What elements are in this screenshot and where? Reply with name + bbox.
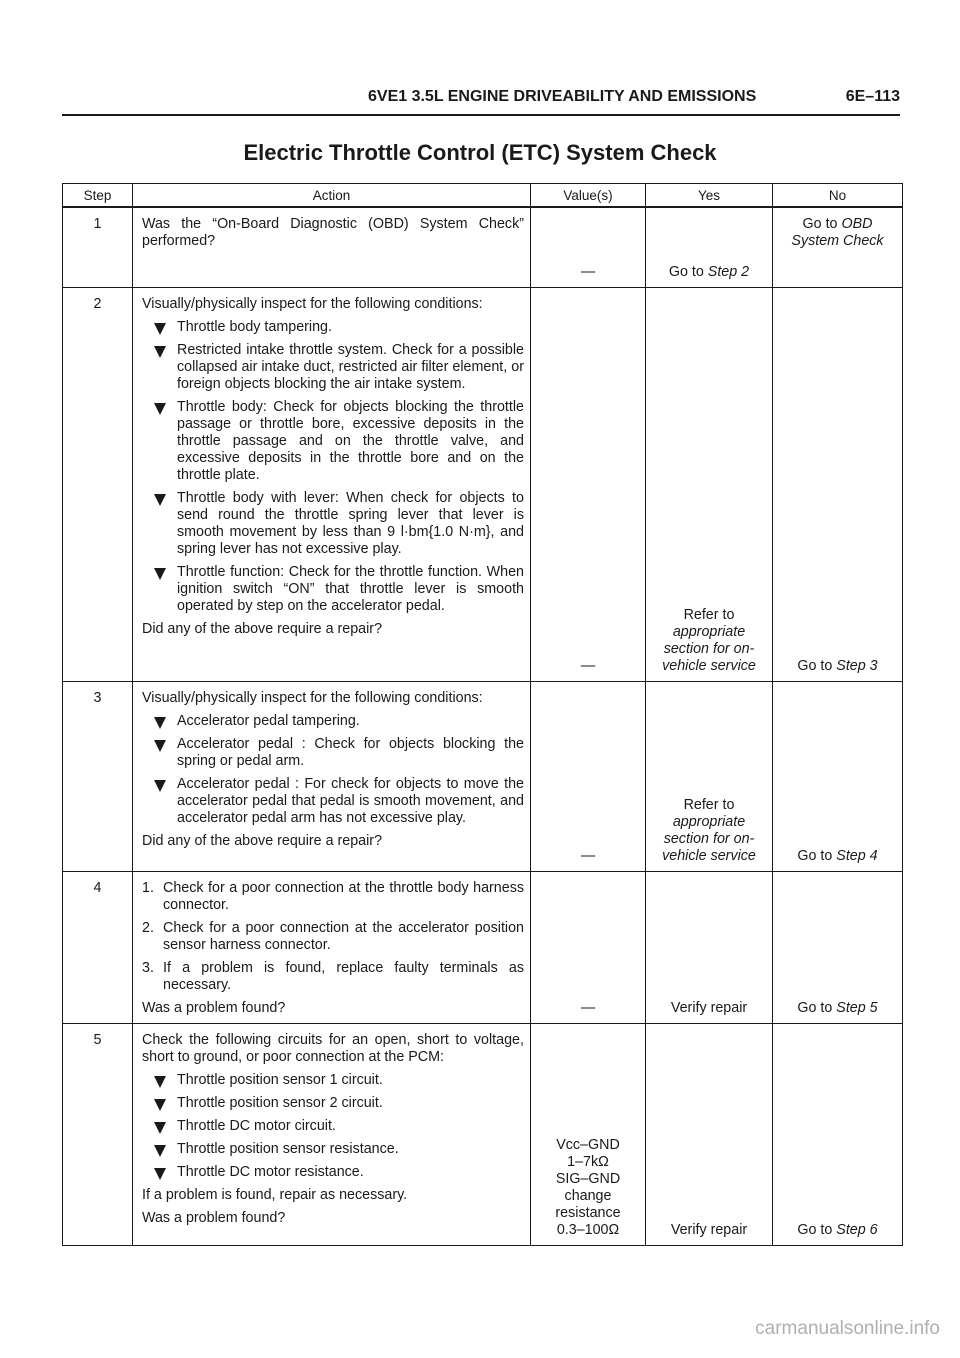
- value-cell: —: [531, 287, 646, 681]
- bullet-triangle-icon: [154, 717, 166, 729]
- bullet-triangle-icon: [154, 346, 166, 358]
- action-question: Was a problem found?: [142, 999, 286, 1016]
- list-item: Throttle DC motor circuit.: [142, 1118, 524, 1135]
- bullet-triangle-icon: [154, 1099, 166, 1111]
- action-text: Check the following circuits for an open, short to voltage, short to ground, or poor connection at the PCM:: [142, 1031, 524, 1065]
- page-header: [62, 88, 900, 112]
- value-cell: —: [531, 207, 646, 287]
- step-number: 1: [63, 207, 133, 287]
- bullet-triangle-icon: [154, 494, 166, 506]
- header-rule: [62, 114, 900, 116]
- bullet-triangle-icon: [154, 1076, 166, 1088]
- no-link[interactable]: Step 3: [836, 657, 878, 674]
- col-action-header: Action: [133, 184, 531, 208]
- bullet-triangle-icon: [154, 780, 166, 792]
- action-cell: [133, 681, 531, 871]
- action-text: Visually/physically inspect for the following conditions:: [142, 689, 483, 706]
- no-cell: [773, 1023, 903, 1245]
- step-number: 5: [63, 1023, 133, 1245]
- value-line: Vcc–GND: [556, 1136, 620, 1153]
- list-item: 2. Check for a poor connection at the accelerator position sensor harness connector.: [142, 919, 524, 953]
- value-cell: —: [531, 681, 646, 871]
- table-row: [63, 681, 903, 871]
- action-question: Did any of the above require a repair?: [142, 832, 383, 849]
- table-row: [63, 1023, 903, 1245]
- table-header-row: [63, 184, 903, 208]
- action-text: Was the “On-Board Diagnostic (OBD) System Check” performed?: [142, 216, 524, 249]
- col-no-header: No: [773, 184, 903, 208]
- document-title: Electric Throttle Control (ETC) System Check: [243, 140, 717, 165]
- action-note: If a problem is found, repair as necessary.: [142, 1186, 408, 1203]
- yes-text: Verify repair: [670, 1221, 748, 1238]
- col-yes-header: Yes: [646, 184, 773, 208]
- yes-link[interactable]: Step 2: [707, 263, 750, 280]
- yes-cell: [646, 1023, 773, 1245]
- action-cell: [133, 207, 531, 287]
- table-row: [63, 287, 903, 681]
- bullet-triangle-icon: [154, 568, 166, 580]
- action-text: Visually/physically inspect for the following conditions:: [142, 295, 483, 312]
- list-item: Throttle body tampering.: [142, 319, 524, 336]
- table-row: [63, 207, 903, 287]
- no-text: Go to: [797, 1221, 833, 1238]
- bullet-triangle-icon: [154, 740, 166, 752]
- yes-text: Refer to: [683, 796, 735, 813]
- list-item: Throttle DC motor resistance.: [142, 1164, 524, 1181]
- yes-text: Refer to: [683, 606, 735, 623]
- yes-text: Verify repair: [670, 999, 748, 1016]
- yes-cell: [646, 871, 773, 1023]
- no-cell: [773, 287, 903, 681]
- watermark: carmanualsonline.info: [755, 1318, 940, 1339]
- page-number: 6E–113: [845, 88, 900, 105]
- yes-link[interactable]: appropriate section for on-vehicle service: [662, 623, 756, 674]
- list-item: Throttle body with lever: When check for objects to send round the throttle spring lever that lever is smooth movement by less than 9 l·bm{1.0 N·m}, and spring lever has not excessive play.: [142, 490, 524, 558]
- no-link[interactable]: Step 6: [836, 1221, 878, 1238]
- col-values-header: Value(s): [531, 184, 646, 208]
- yes-cell: [646, 287, 773, 681]
- step-number: 3: [63, 681, 133, 871]
- bullet-triangle-icon: [154, 1122, 166, 1134]
- list-item: Throttle position sensor 1 circuit.: [142, 1072, 524, 1089]
- no-text: Go to: [797, 657, 833, 674]
- no-text: Go to: [802, 216, 838, 232]
- list-item: Restricted intake throttle system. Check for a possible collapsed air intake duct, restricted air filter element, or foreign objects blocking the air intake system.: [142, 342, 524, 393]
- list-item: Throttle position sensor resistance.: [142, 1141, 524, 1158]
- action-cell: [133, 871, 531, 1023]
- no-text: Go to: [797, 847, 833, 864]
- no-cell: [773, 207, 903, 287]
- action-cell: [133, 1023, 531, 1245]
- bullet-triangle-icon: [154, 323, 166, 335]
- bullet-triangle-icon: [154, 1145, 166, 1157]
- step-number: 2: [63, 287, 133, 681]
- value-line: 0.3–100Ω: [556, 1221, 620, 1238]
- list-item: 3. If a problem is found, replace faulty terminals as necessary.: [142, 959, 524, 993]
- section-title: 6VE1 3.5L ENGINE DRIVEABILITY AND EMISSIONS: [368, 88, 757, 105]
- list-item: Accelerator pedal : Check for objects blocking the spring or pedal arm.: [142, 736, 524, 770]
- action-question: Did any of the above require a repair?: [142, 620, 383, 637]
- list-item: Accelerator pedal : For check for objects to move the accelerator pedal that pedal is smooth movement, and accelerator pedal arm has not excessive play.: [142, 776, 524, 827]
- action-cell: [133, 287, 531, 681]
- no-cell: [773, 681, 903, 871]
- value-line: change: [564, 1187, 612, 1204]
- action-question: Was a problem found?: [142, 1209, 286, 1226]
- yes-link[interactable]: appropriate section for on-vehicle service: [662, 813, 756, 864]
- list-item: Throttle function: Check for the throttle function. When ignition switch “ON” that throttle lever is smooth operated by step on the accelerator pedal.: [142, 564, 524, 615]
- list-item: Throttle body: Check for objects blocking the throttle passage or throttle bore, excessive deposits in the throttle passage and on the throttle valve, and excessive deposits in the throttle bore and on the throttle plate.: [142, 399, 524, 484]
- no-link[interactable]: Step 5: [836, 999, 878, 1016]
- list-item: Accelerator pedal tampering.: [142, 713, 524, 730]
- no-link[interactable]: Step 4: [836, 847, 878, 864]
- bullet-triangle-icon: [154, 1168, 166, 1180]
- list-item: 1. Check for a poor connection at the throttle body harness connector.: [142, 879, 524, 913]
- diagnostic-table: [62, 183, 903, 1246]
- table-row: [63, 871, 903, 1023]
- value-line: 1–7kΩ: [567, 1153, 609, 1170]
- no-text: Go to: [797, 999, 833, 1016]
- col-step-header: Step: [63, 184, 133, 208]
- list-item: Throttle position sensor 2 circuit.: [142, 1095, 524, 1112]
- value-line: resistance: [555, 1204, 621, 1221]
- step-number: 4: [63, 871, 133, 1023]
- yes-cell: [646, 681, 773, 871]
- value-cell: [531, 1023, 646, 1245]
- no-link[interactable]: OBD System Check: [791, 216, 884, 249]
- value-line: SIG–GND: [555, 1170, 621, 1187]
- yes-text: Go to: [668, 263, 704, 280]
- yes-cell: [646, 207, 773, 287]
- value-cell: —: [531, 871, 646, 1023]
- no-cell: [773, 871, 903, 1023]
- bullet-triangle-icon: [154, 403, 166, 415]
